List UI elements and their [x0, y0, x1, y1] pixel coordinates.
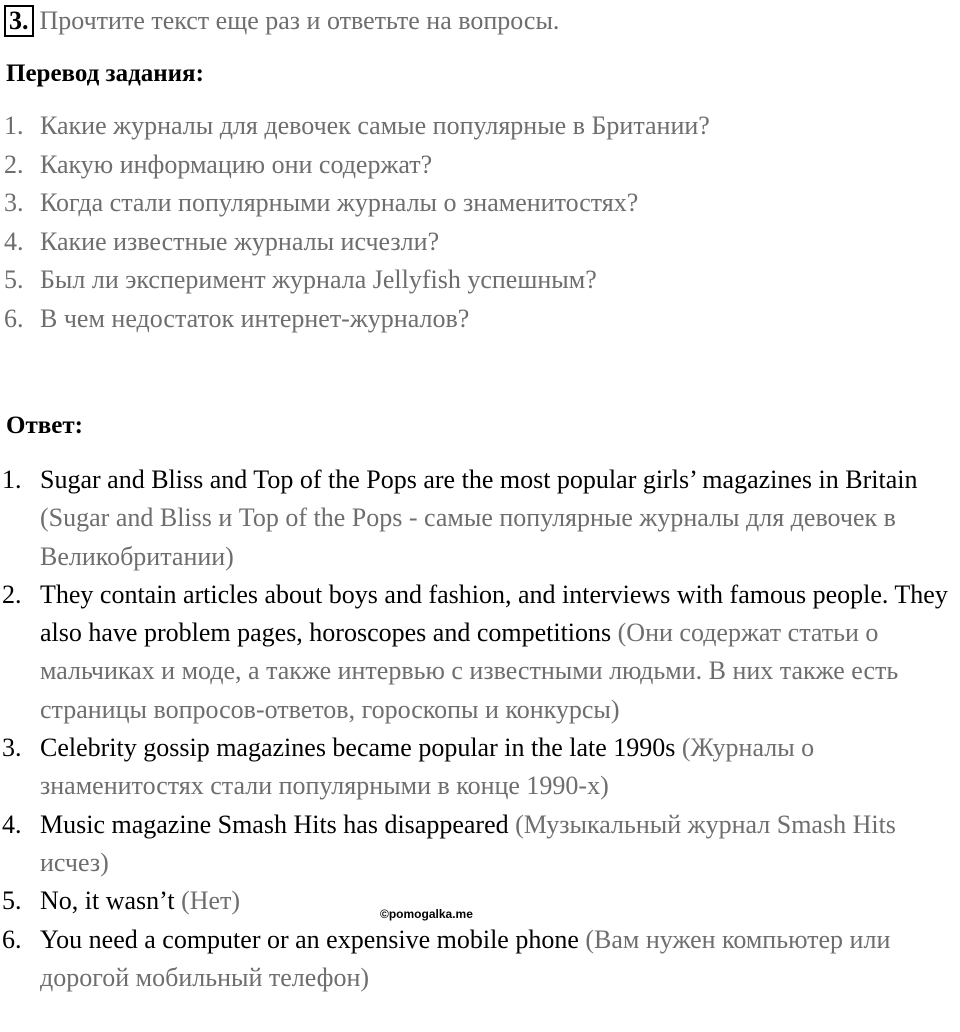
question-text: Какие журналы для девочек самые популярные в Британии? [40, 111, 710, 140]
answer-item [2, 461, 960, 576]
answer-russian: (Музыкальный журнал Smash Hits исчез) [40, 809, 896, 877]
answer-number: 6. [2, 924, 22, 954]
answer-russian: (Журналы о знаменитостях стали популярными в конце 1990-х) [40, 733, 815, 801]
answer-number: 4. [2, 809, 22, 839]
question-text: В чем недостаток интернет-журналов? [40, 303, 470, 333]
answer-number: 5. [2, 886, 22, 916]
answer-number: 3. [2, 733, 22, 763]
answer-english: Sugar and Bliss and Top of the Pops are the most popular girls’ magazines in Britain [40, 465, 918, 494]
answer-list [2, 461, 960, 997]
answer-russian: (Sugar and Bliss и Top of the Pops - самые популярные журналы для девочек в Великобритании) [40, 503, 896, 571]
question-list [4, 107, 710, 338]
answer-heading: Ответ: [6, 412, 83, 439]
answer-item [2, 882, 960, 920]
task-instruction: Прочтите текст еще раз и ответьте на вопросы. [39, 6, 560, 35]
answer-english: You need a computer or an expensive mobile phone [40, 924, 579, 954]
question-text: Какие известные журналы исчезли? [40, 226, 440, 256]
answer-item [2, 729, 960, 806]
answer-russian: (Они содержат статьи о мальчиках и моде, а также интервью с известными людьми. В них также есть страницы вопросов-ответов, гороскопы и конкурсы) [40, 618, 899, 724]
answer-item [2, 921, 960, 998]
question-item [4, 146, 710, 185]
question-text: Какую информацию они содержат? [40, 149, 433, 179]
question-text: Когда стали популярными журналы о знаменитостях? [40, 188, 639, 217]
question-item [4, 300, 710, 339]
answer-item [2, 806, 960, 883]
question-number: 4. [4, 226, 24, 256]
answer-number: 1. [2, 465, 22, 494]
question-number: 1. [4, 111, 24, 140]
answer-english: No, it wasn’t [40, 886, 175, 916]
translation-heading: Перевод задания: [6, 60, 204, 87]
answer-russian: (Нет) [181, 886, 241, 916]
question-number: 5. [4, 265, 24, 294]
question-number: 3. [4, 188, 24, 217]
question-item [4, 261, 710, 300]
answer-english: They contain articles about boys and fashion, and interviews with famous people. They also have problem pages, horoscopes and competitions [40, 579, 948, 648]
answer-russian: (Вам нужен компьютер или дорогой мобильный телефон) [40, 924, 891, 992]
task-number: 3. [4, 5, 34, 37]
answer-english: Music magazine Smash Hits has disappeared [40, 809, 509, 839]
answer-english: Celebrity gossip magazines became popular in the late 1990s [40, 733, 676, 763]
question-item [4, 107, 710, 146]
question-text: Был ли эксперимент журнала Jellyfish успешным? [40, 265, 597, 294]
task-header [4, 4, 559, 38]
question-number: 2. [4, 149, 24, 179]
question-item [4, 184, 710, 223]
answer-number: 2. [2, 579, 22, 609]
question-number: 6. [4, 303, 24, 333]
watermark: ©pomogalka.me [380, 907, 473, 921]
answer-item [2, 576, 960, 729]
question-item [4, 223, 710, 262]
